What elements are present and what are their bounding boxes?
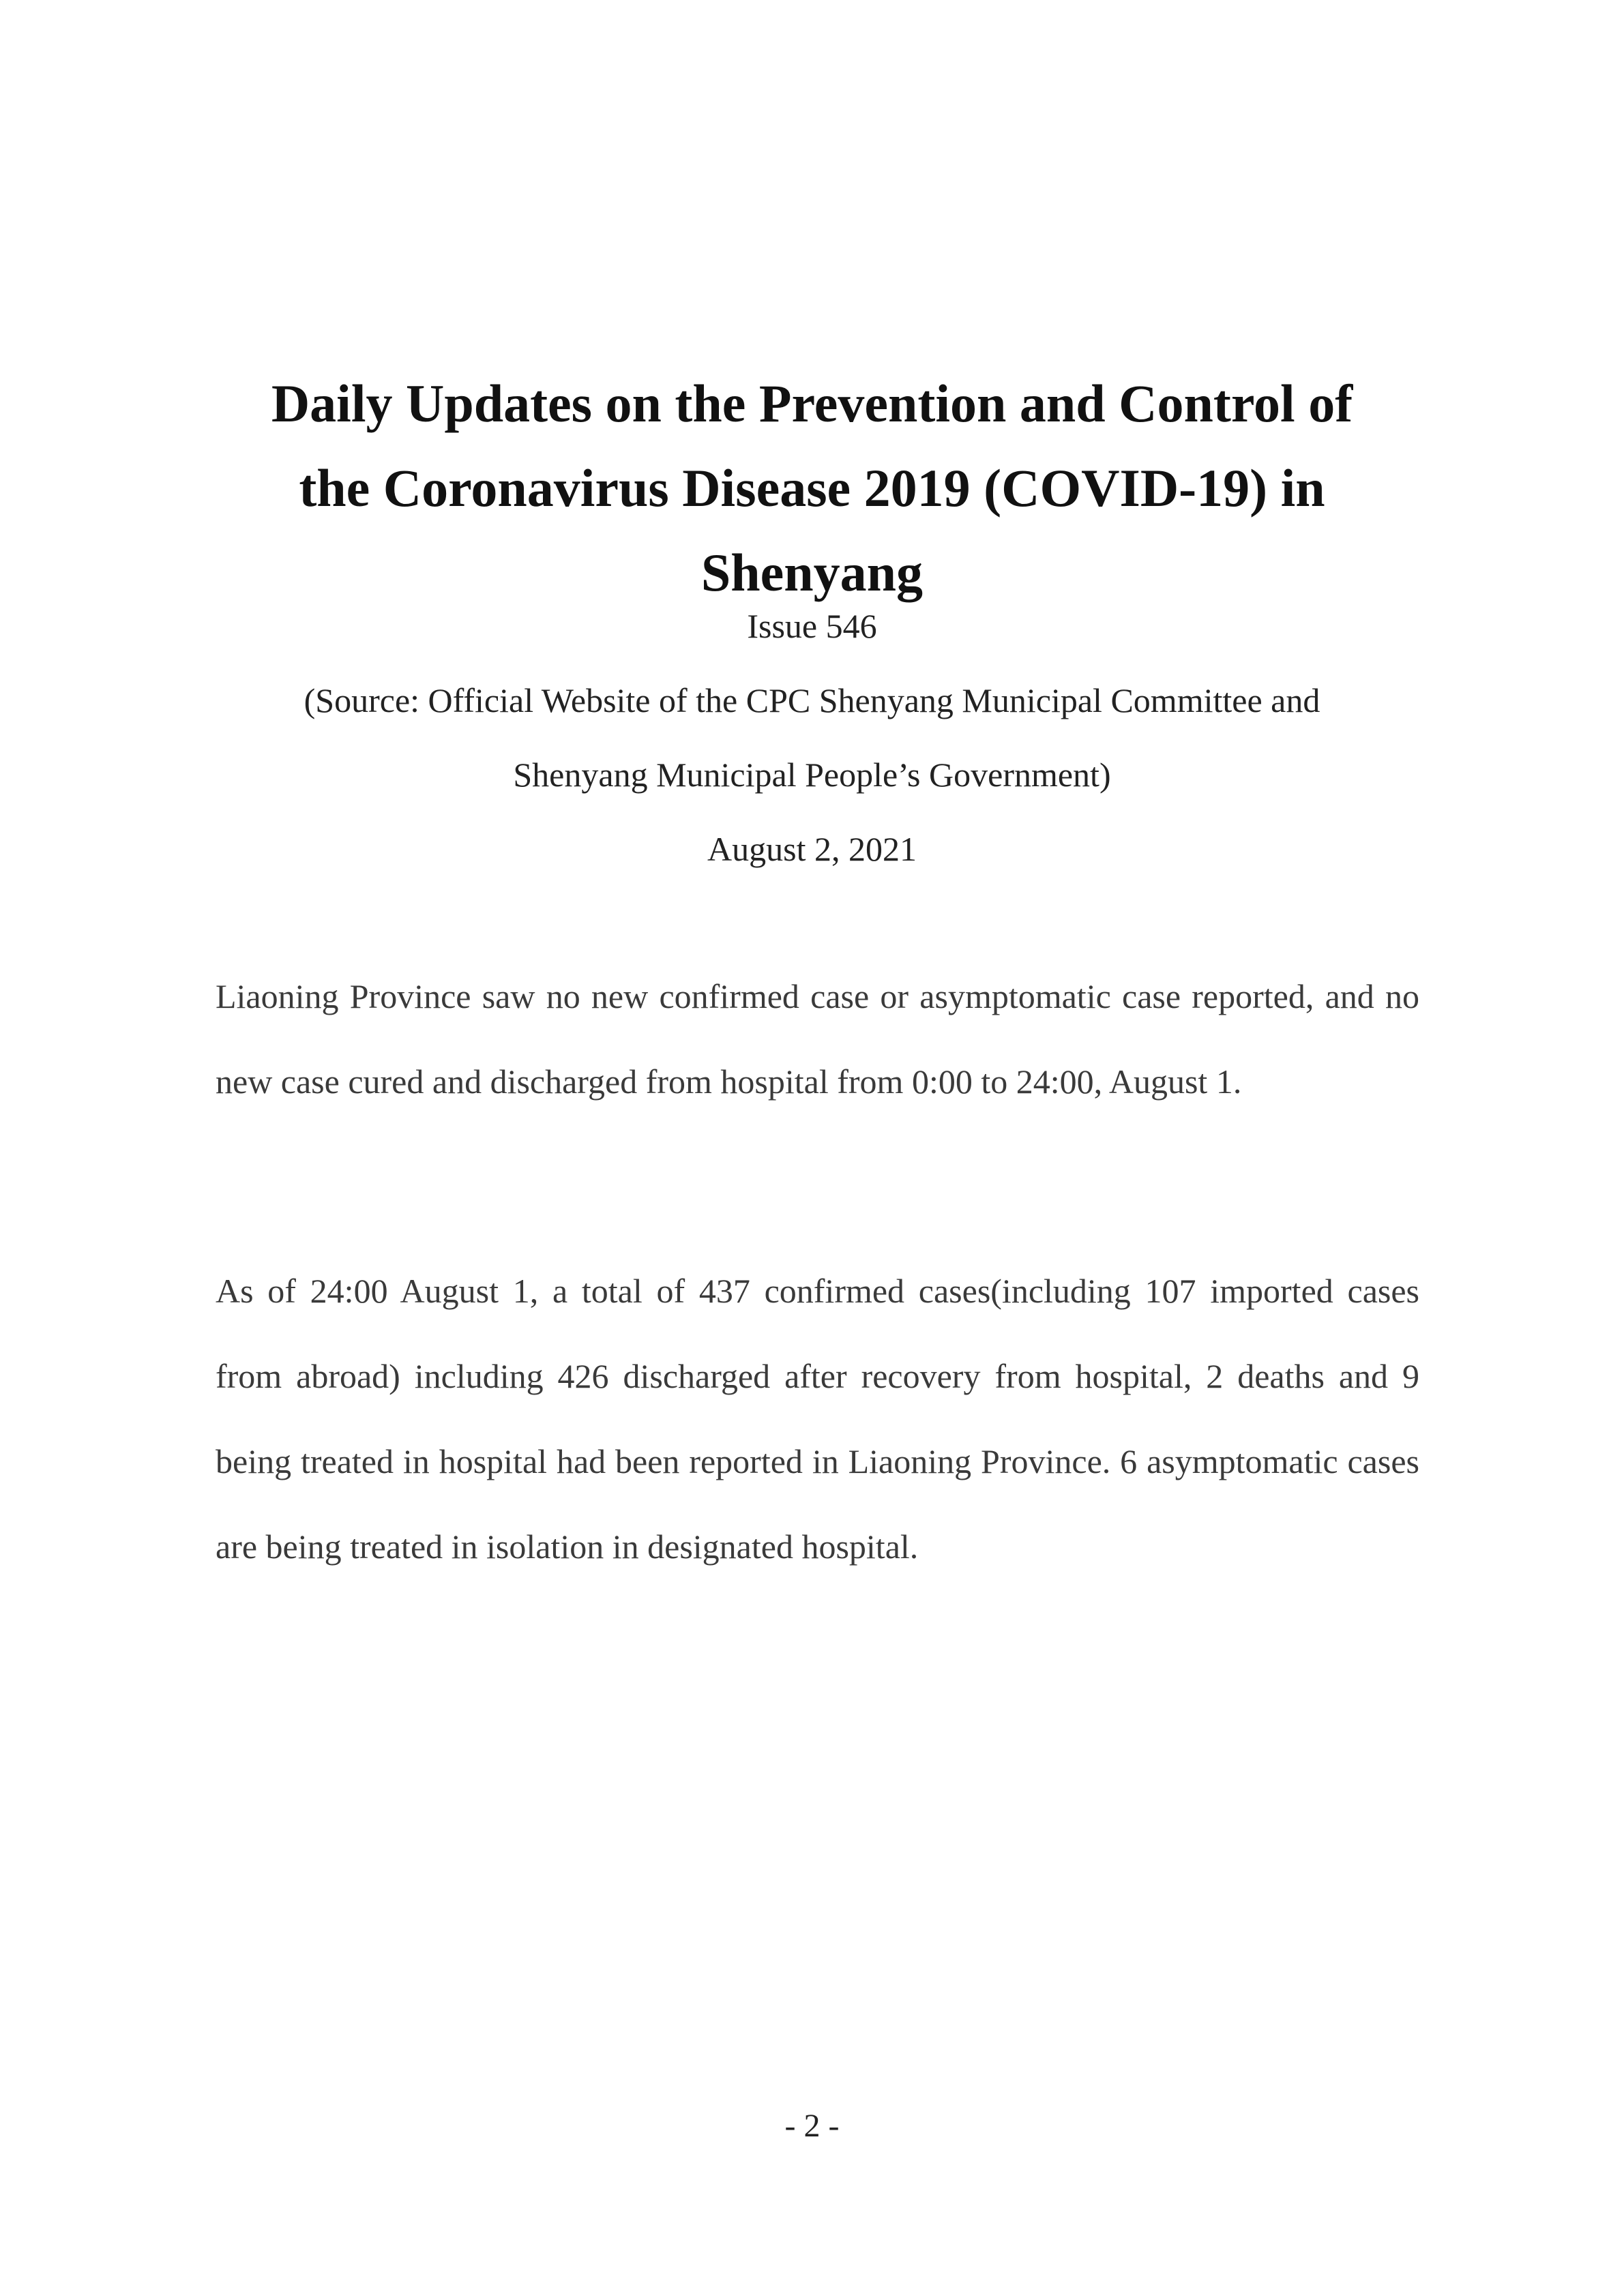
page-number: - 2 - — [784, 2108, 840, 2144]
issue-number: Issue 546 — [747, 607, 877, 645]
title-line-1: Daily Updates on the Prevention and Control of — [271, 374, 1353, 433]
update-paragraph-1: Liaoning Province saw no new confirmed case or asymptomatic case reported, and no new case cured and discharged from hospital from 0:00 to 24:00, August 1. — [216, 977, 1419, 1101]
update-paragraph-2: As of 24:00 August 1, a total of 437 confirmed cases(including 107 imported cases from abroad) including 426 discharged after recovery from hospital, 2 deaths and 9 being treated in hospital had been reported in Liaoning Province. 6 asymptomatic cases are being treated in isolation in designated hospital. — [216, 1272, 1419, 1566]
source-line-2: Shenyang Municipal People’s Government) — [513, 756, 1111, 794]
title-line-2: the Coronavirus Disease 2019 (COVID-19) in — [299, 458, 1325, 518]
source-line-1: (Source: Official Website of the CPC Shenyang Municipal Committee and — [304, 681, 1320, 719]
publication-date: August 2, 2021 — [707, 830, 917, 868]
title-line-3: Shenyang — [700, 543, 924, 602]
document-title — [205, 361, 1419, 615]
